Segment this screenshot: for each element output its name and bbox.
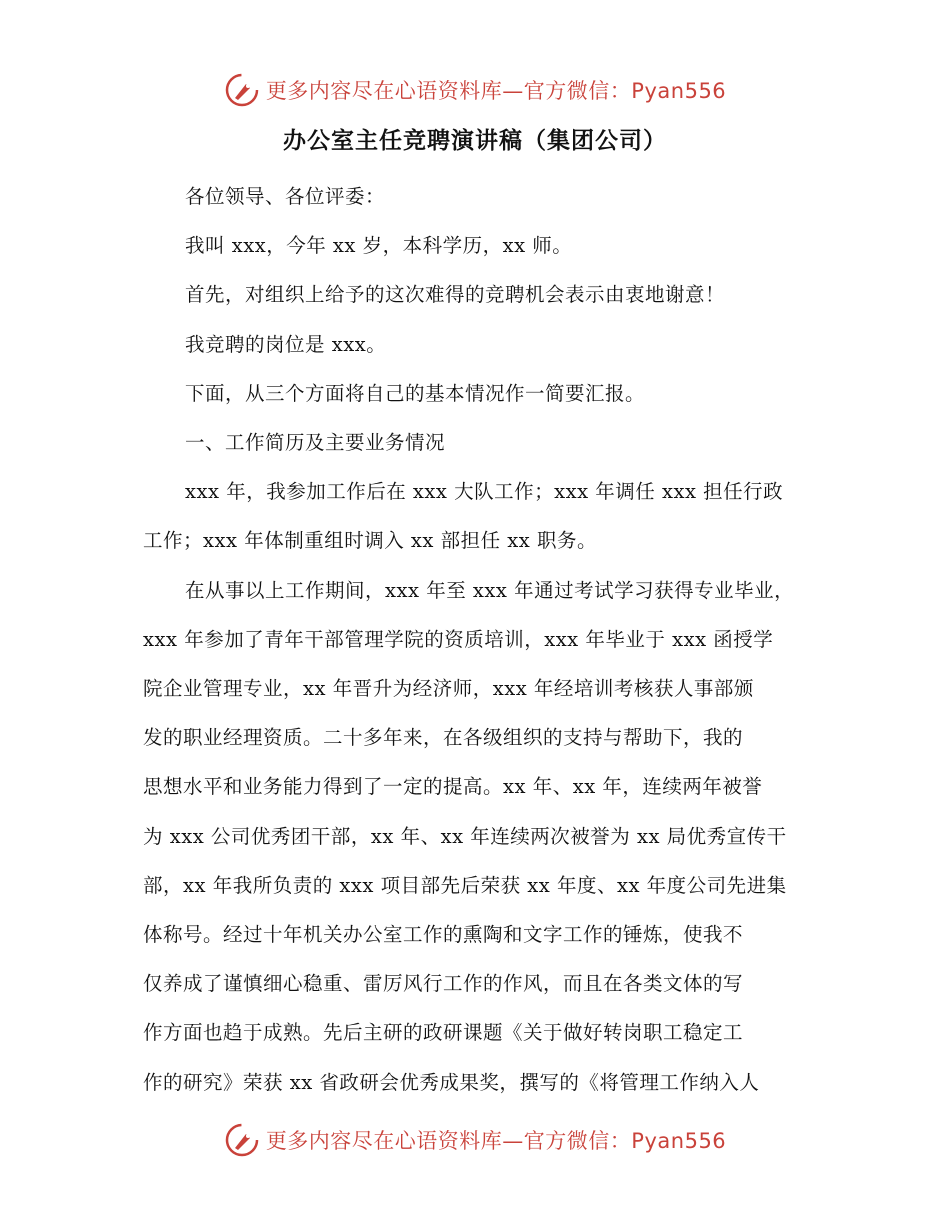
body-line: xxx 年，我参加工作后在 xxx 大队工作；xxx 年调任 xxx 担任行政 <box>185 480 784 504</box>
body-line: 部，xx 年我所负责的 xxx 项目部先后荣获 xx 年度、xx 年度公司先进集 <box>143 873 787 897</box>
footer-banner <box>0 1120 950 1160</box>
document-body <box>143 172 833 1107</box>
body-line: 在从事以上工作期间，xxx 年至 xxx 年通过考试学习获得专业毕业， <box>185 578 795 602</box>
body-line: 思想水平和业务能力得到了一定的提高。xx 年、xx 年，连续两年被誉 <box>143 775 763 799</box>
pen-nib-logo-icon <box>224 1122 260 1158</box>
body-line: 仅养成了谨慎细心稳重、雷厉风行工作的作风，而且在各类文体的写 <box>143 972 744 996</box>
body-line: xxx 年参加了青年干部管理学院的资质培训，xxx 年毕业于 xxx 函授学 <box>143 627 774 651</box>
body-line: 一、工作简历及主要业务情况 <box>185 431 446 455</box>
body-line: 首先，对组织上给予的这次难得的竞聘机会表示由衷地谢意！ <box>185 283 726 307</box>
body-line: 各位领导、各位评委： <box>185 185 386 208</box>
body-line: 工作；xxx 年体制重组时调入 xx 部担任 xx 职务。 <box>143 529 597 553</box>
body-line: 下面，从三个方面将自己的基本情况作一简要汇报。 <box>185 381 646 405</box>
body-line: 作的研究》荣获 xx 省政研会优秀成果奖，撰写的《将管理工作纳入人 <box>143 1070 760 1094</box>
body-line: 为 xxx 公司优秀团干部，xx 年、xx 年连续两次被誉为 xx 局优秀宣传干 <box>143 824 787 848</box>
body-line: 我叫 xxx，今年 xx 岁，本科学历，xx 师。 <box>185 234 573 258</box>
document-title: 办公室主任竞聘演讲稿（集团公司） <box>283 128 667 154</box>
body-line: 我竞聘的岗位是 xxx。 <box>185 332 387 356</box>
body-line: 院企业管理专业，xx 年晋升为经济师，xxx 年经培训考核获人事部颁 <box>143 677 754 701</box>
banner-text: 更多内容尽在心语资料库—官方微信：Pyan556 <box>265 79 727 103</box>
body-line: 体称号。经过十年机关办公室工作的熏陶和文字工作的锤炼，使我不 <box>143 923 744 947</box>
body-line: 发的职业经理资质。二十多年来，在各级组织的支持与帮助下，我的 <box>143 726 744 750</box>
header-banner <box>0 70 950 110</box>
body-line: 作方面也趋于成熟。先后主研的政研课题《关于做好转岗职工稳定工 <box>143 1021 744 1045</box>
pen-nib-logo-icon <box>224 72 260 108</box>
banner-text: 更多内容尽在心语资料库—官方微信：Pyan556 <box>265 1129 727 1153</box>
